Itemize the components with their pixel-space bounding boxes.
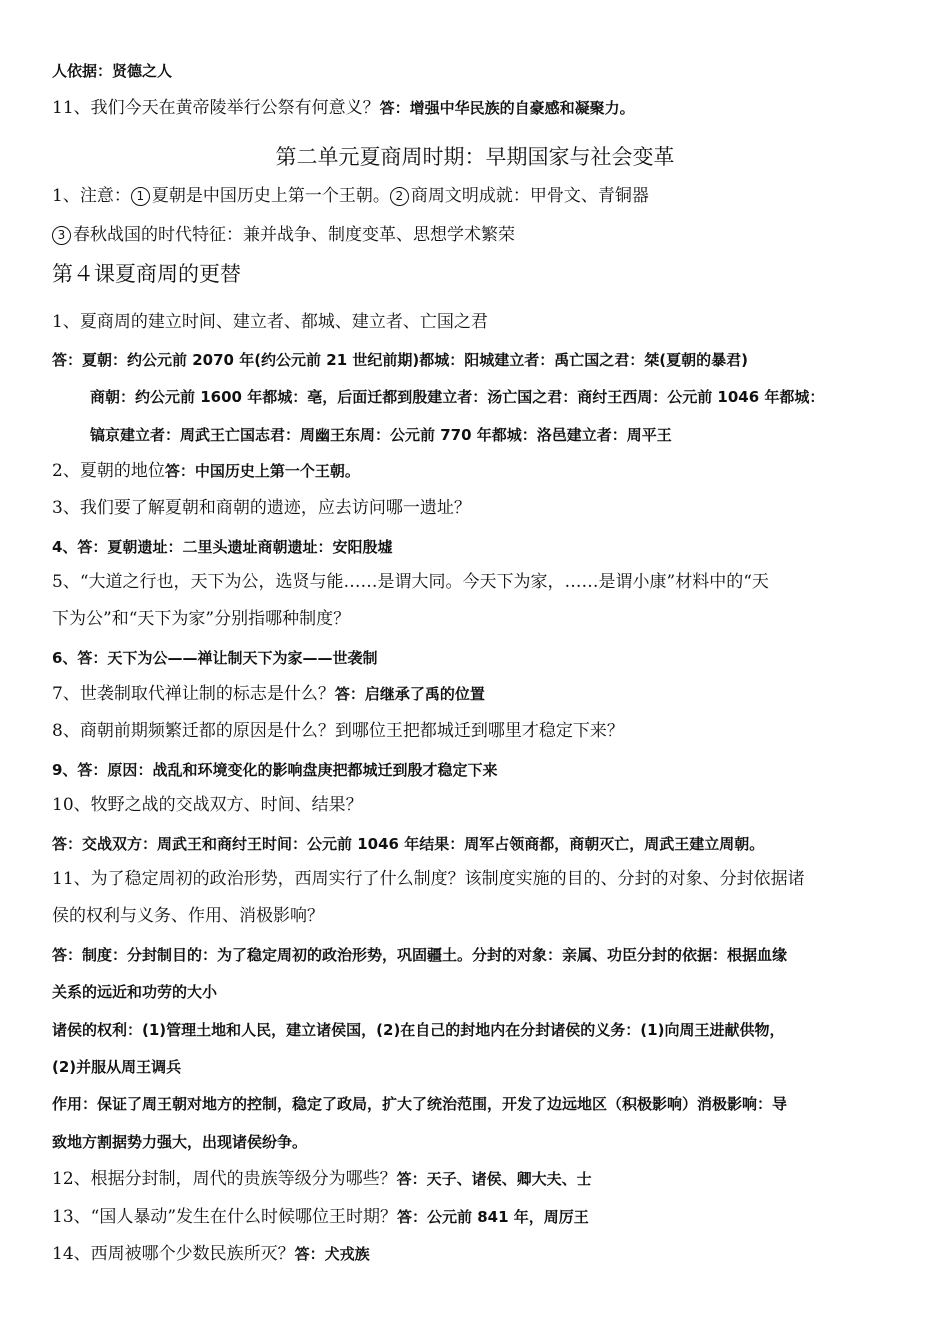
answer-text: 答：天子、诸侯、卿大夫、士: [396, 1170, 592, 1188]
note-prefix: 1、注意：: [52, 186, 131, 206]
answer-text: 答：犬戎族: [294, 1245, 370, 1263]
question-line: 侯的权利与义务、作用、消极影响？: [52, 906, 324, 926]
question-line: [52, 1207, 910, 1227]
question-line: 8、商朝前期频繁迁都的原因是什么？到哪位王把都城迁到哪里才稳定下来？: [52, 721, 624, 741]
answer-line: 9、答：原因：战乱和环境变化的影响盘庚把都城迁到殷才稳定下来: [52, 761, 498, 779]
note-text: 商周文明成就：甲骨文、青铜器: [410, 186, 649, 206]
question-line: 10、牧野之战的交战双方、时间、结果？: [52, 795, 363, 815]
answer-line: 致地方割据势力强大，出现诸侯纷争。: [52, 1133, 308, 1151]
circled-number: 2: [390, 187, 409, 206]
answer-line: 6、答：天下为公——禅让制天下为家——世袭制: [52, 649, 378, 667]
answer-text: 答：公元前 841 年，周厉王: [397, 1208, 589, 1226]
answer-line: 答：交战双方：周武王和商纣王时间：公元前 1046 年结果：周军占领商都，商朝灭亡，周武王建立周朝。: [52, 835, 765, 853]
question-line: 3、我们要了解夏朝和商朝的遗迹，应去访问哪一遗址？: [52, 498, 471, 518]
question-line: 5、“大道之行也，天下为公，选贤与能……是谓大同。今天下为家，……是谓小康”材料中的“天: [52, 572, 769, 592]
answer-line: 4、答：夏朝遗址：二里头遗址商朝遗址：安阳殷墟: [52, 538, 393, 556]
answer-text: 答：增强中华民族的自豪感和凝聚力。: [379, 99, 635, 117]
answer-line: 作用：保证了周王朝对地方的控制，稳定了政局，扩大了统治范围，开发了边远地区（积极影响）消极影响：导: [52, 1095, 788, 1113]
answer-line: 人依据：贤德之人: [52, 62, 173, 80]
unit-note-line: [52, 186, 910, 206]
note-text: 夏朝是中国历史上第一个王朝。: [151, 186, 390, 206]
answer-text: 答：启继承了禹的位置: [334, 685, 485, 703]
answer-line: 诸侯的权利：(1)管理土地和人民，建立诸侯国，(2)在自己的封地内在分封诸侯的义务：(1)向周王进献供物，: [52, 1021, 785, 1039]
answer-line: 答：制度：分封制目的：为了稳定周初的政治形势，巩固疆土。分封的对象：亲属、功臣分封的依据：根据血缘: [52, 946, 788, 964]
question-line: [52, 461, 910, 481]
unit-title: 第二单元夏商周时期：早期国家与社会变革: [275, 145, 675, 169]
note-text: 春秋战国的时代特征：兼并战争、制度变革、思想学术繁荣: [73, 225, 515, 245]
circled-number: 1: [131, 187, 150, 206]
question-line: [52, 684, 910, 704]
answer-line: 商朝：约公元前 1600 年都城：亳，后面迁都到殷建立者：汤亡国之君：商纣王西周：公元前 1046 年都城：: [90, 388, 825, 406]
question-text: 7、世袭制取代禅让制的标志是什么？: [52, 684, 335, 704]
question-line: [52, 1169, 910, 1189]
answer-line: 答：夏朝：约公元前 2070 年(约公元前 21 世纪前期)都城：阳城建立者：禹亡国之君：桀(夏朝的暴君): [52, 351, 748, 369]
answer-line: 镐京建立者：周武王亡国志君：周幽王东周：公元前 770 年都城：洛邑建立者：周平王: [90, 426, 672, 444]
answer-line: (2)并服从周王调兵: [52, 1058, 182, 1076]
lesson-title: 第４课夏商周的更替: [52, 262, 241, 286]
question-line: [52, 1244, 910, 1264]
question-text: 14、西周被哪个少数民族所灭？: [52, 1244, 295, 1264]
question-text: 11、我们今天在黄帝陵举行公祭有何意义？: [52, 98, 380, 118]
unit-note-line: [52, 225, 910, 245]
question-line: 11、为了稳定周初的政治形势，西周实行了什么制度？该制度实施的目的、分封的对象、分封依据诸: [52, 869, 805, 889]
question-line: 下为公”和“天下为家”分别指哪种制度？: [52, 609, 351, 629]
answer-line: 关系的远近和功劳的大小: [52, 983, 218, 1001]
question-line: 1、夏商周的建立时间、建立者、都城、建立者、亡国之君: [52, 312, 488, 332]
answer-text: 答：中国历史上第一个王朝。: [164, 462, 360, 480]
question-text: 12、根据分封制，周代的贵族等级分为哪些？: [52, 1169, 397, 1189]
question-text: 13、“国人暴动”发生在什么时候哪位王时期？: [52, 1207, 398, 1227]
question-text: 2、夏朝的地位: [52, 461, 165, 481]
question-line: [52, 98, 910, 118]
circled-number: 3: [52, 226, 71, 245]
